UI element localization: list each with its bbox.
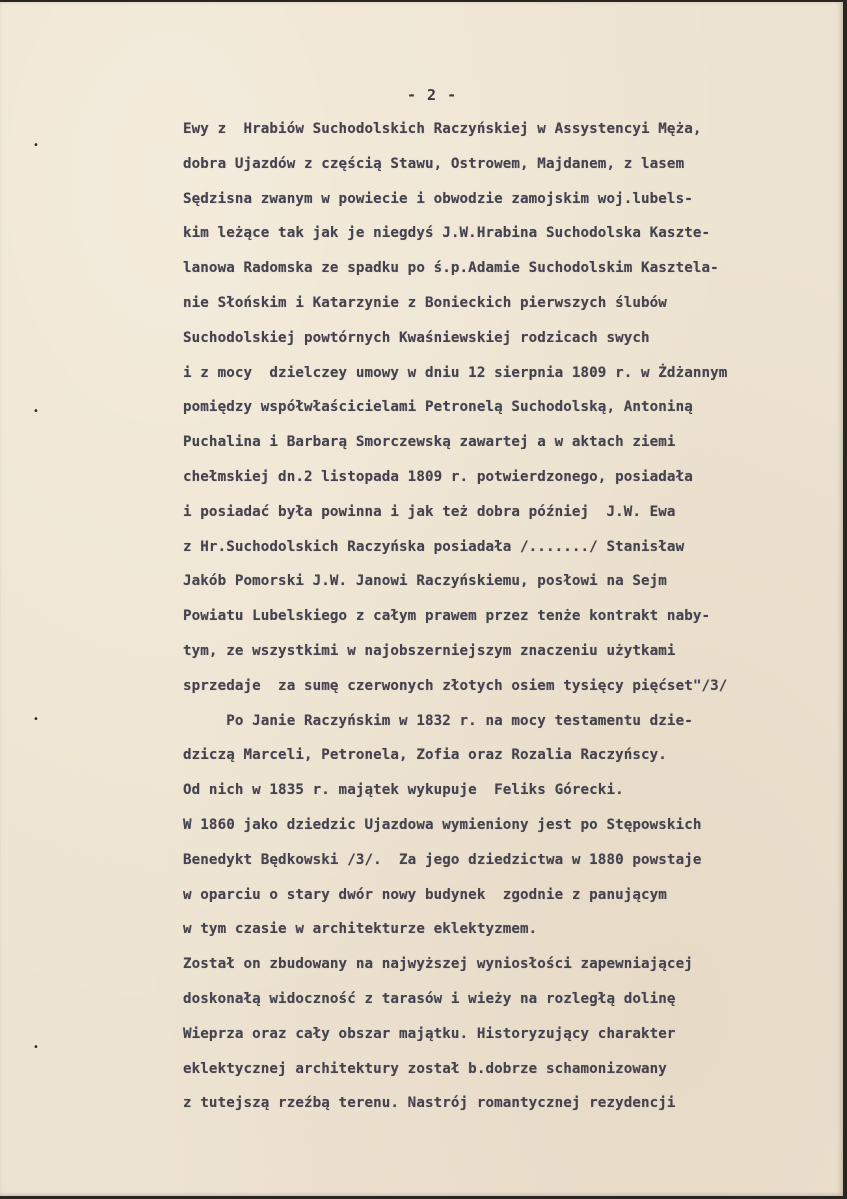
text-line: Po Janie Raczyńskim w 1832 r. na mocy testamentu dzie- [183,713,693,729]
text-line: Suchodolskiej powtórnych Kwaśniewskiej rodzicach swych [183,330,650,346]
text-line: Ewy z Hrabiów Suchodolskich Raczyńskiej w Assystencyi Męża, [183,121,702,137]
text-line: Sędzisna zwanym w powiecie i obwodzie zamojskim woj.lubels- [183,191,693,207]
text-line: nie Słońskim i Katarzynie z Bonieckich pierwszych ślubów [183,295,667,311]
text-line: i posiadać była powinna i jak też dobra później J.W. Ewa [183,504,676,520]
text-line: Puchalina i Barbarą Smorczewską zawartej a w aktach ziemi [183,434,676,450]
text-line: eklektycznej architektury został b.dobrze schamonizowany [183,1061,667,1077]
document-page [0,2,843,1196]
text-line: z tutejszą rzeźbą terenu. Nastrój romantycznej rezydencji [183,1095,676,1111]
text-line: sprzedaje za sumę czerwonych złotych osiem tysięcy pięćset"/3/ [183,678,728,694]
text-line: z Hr.Suchodolskich Raczyńska posiadała /......./ Stanisław [183,539,685,555]
text-line: chełmskiej dn.2 listopada 1809 r. potwierdzonego, posiadała [183,469,693,485]
text-line: doskonałą widoczność z tarasów i wieży na rozległą dolinę [183,991,676,1007]
text-line: i z mocy dzielczey umowy w dniu 12 sierpnia 1809 r. w Żdżannym [183,365,728,381]
page-number: - 2 - [407,86,458,104]
text-line: dobra Ujazdów z częścią Stawu, Ostrowem, Majdanem, z lasem [183,156,685,172]
text-line: Jakób Pomorski J.W. Janowi Raczyńskiemu, posłowi na Sejm [183,573,667,589]
text-line: kim leżące tak jak je niegdyś J.W.Hrabina Suchodolska Kaszte- [183,225,711,241]
text-line: lanowa Radomska ze spadku po ś.p.Adamie Suchodolskim Kasztela- [183,260,719,276]
text-line: Od nich w 1835 r. majątek wykupuje Feliks Górecki. [183,782,624,798]
text-line: w oparciu o stary dwór nowy budynek zgodnie z panującym [183,887,667,903]
margin-mark-1: • [33,140,39,151]
text-line: Powiatu Lubelskiego z całym prawem przez tenże kontrakt naby- [183,608,711,624]
text-line: W 1860 jako dziedzic Ujazdowa wymieniony jest po Stępowskich [183,817,702,833]
text-line: dziczą Marceli, Petronela, Zofia oraz Rozalia Raczyńscy. [183,747,667,763]
text-line: tym, ze wszystkimi w najobszerniejszym znaczeniu użytkami [183,643,676,659]
text-line: Został on zbudowany na najwyższej wyniosłości zapewniającej [183,956,693,972]
text-line: pomiędzy współwłaścicielami Petronelą Suchodolską, Antoniną [183,399,693,415]
text-line: Benedykt Będkowski /3/. Za jego dziedzictwa w 1880 powstaje [183,852,702,868]
margin-mark-4: • [33,1042,39,1053]
text-line: Wieprza oraz cały obszar majątku. Historyzujący charakter [183,1026,676,1042]
margin-mark-3: • [33,714,39,725]
text-line: w tym czasie w architekturze eklektyzmem. [183,921,538,937]
margin-mark-2: • [33,406,39,417]
